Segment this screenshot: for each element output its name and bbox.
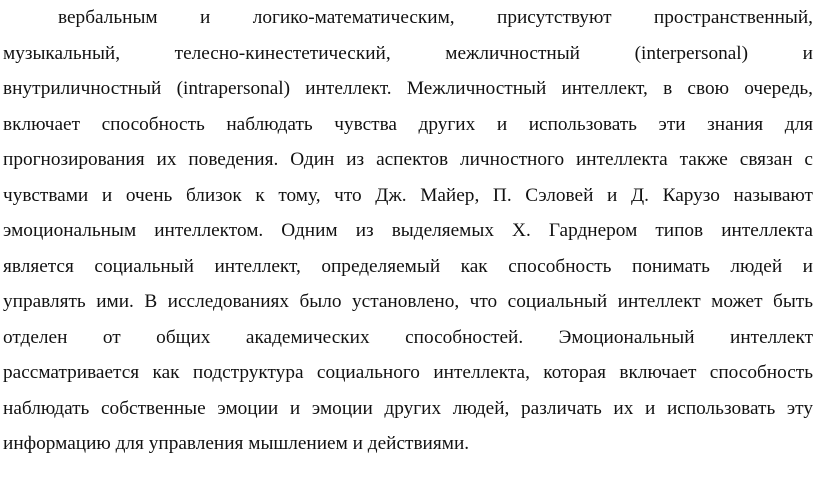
text-line-8: является социальный интеллект, определяемый как способность понимать людей и: [3, 255, 813, 277]
text-line-9: управлять ими. В исследованиях было установлено, что социальный интеллект может быть: [3, 291, 813, 312]
text-line-6: чувствами и очень близок к тому, что Дж. Майер, П. Сэловей и Д. Карузо называют: [3, 184, 813, 206]
paragraph: [3, 4, 813, 466]
text-line-10: отделен от общих академических способностей. Эмоциональный интеллект: [3, 326, 813, 348]
text-line-7: эмоциональным интеллектом. Одним из выделяемых Х. Гарднером типов интеллекта: [3, 220, 813, 241]
text-line-5: прогнозирования их поведения. Один из аспектов личностного интеллекта также связан с: [3, 149, 813, 170]
text-line-13: информацию для управления мышлением и действиями.: [3, 433, 470, 454]
text-line-3: внутриличностный (intrapersonal) интеллект. Межличностный интеллект, в свою очередь,: [3, 78, 813, 99]
text-line-12: наблюдать собственные эмоции и эмоции других людей, различать их и использовать эту: [3, 397, 813, 419]
text-line-4: включает способность наблюдать чувства других и использовать эти знания для: [3, 113, 813, 135]
text-line-1: вербальным и логико-математическим, присутствуют пространственный,: [58, 7, 813, 28]
text-line-11: рассматривается как подструктура социального интеллекта, которая включает способность: [3, 362, 813, 383]
text-line-2: музыкальный, телесно-кинестетический, межличностный (interpersonal) и: [3, 42, 813, 64]
